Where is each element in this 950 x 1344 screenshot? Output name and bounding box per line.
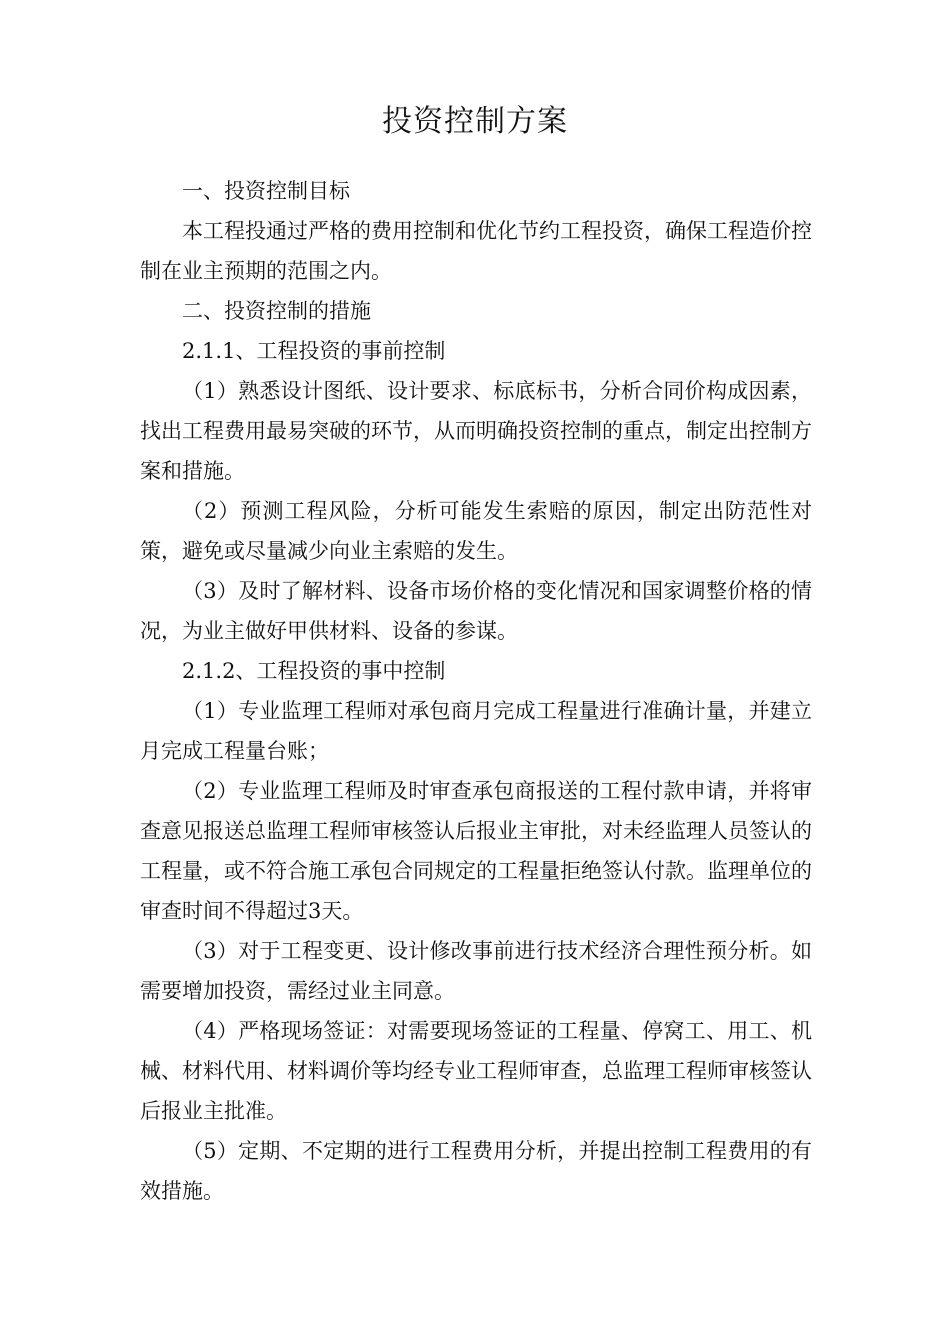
section-heading-2: 二、投资控制的措施 [182, 299, 371, 323]
paragraph-mid-control-2: （2）专业监理工程师及时审查承包商报送的工程付款申请，并将审查意见报送总监理工程师审核签认后报业主审批，对未经监理人员签认的工程量，或不符合施工承包合同规定的工程量拒绝签认付款。监理单位的审查时间不得超过3天。 [140, 779, 812, 923]
paragraph-pre-control-1: （1）熟悉设计图纸、设计要求、标底标书，分析合同价构成因素，找出工程费用最易突破的环节，从而明确投资控制的重点，制定出控制方案和措施。 [140, 379, 812, 483]
paragraph-mid-control-5: （5）定期、不定期的进行工程费用分析，并提出控制工程费用的有效措施。 [140, 1139, 812, 1203]
paragraph-mid-control-1: （1）专业监理工程师对承包商月完成工程量进行准确计量，并建立月完成工程量台账； [140, 699, 812, 763]
document-body [140, 171, 812, 1211]
subsection-heading-2-1-1: 2.1.1、工程投资的事前控制 [182, 339, 446, 363]
paragraph-pre-control-3: （3）及时了解材料、设备市场价格的变化情况和国家调整价格的情况，为业主做好甲供材料、设备的参谋。 [140, 579, 812, 643]
paragraph-pre-control-2: （2）预测工程风险，分析可能发生索赔的原因，制定出防范性对策，避免或尽量减少向业主索赔的发生。 [140, 499, 812, 563]
section-heading-1: 一、投资控制目标 [182, 179, 350, 203]
paragraph-mid-control-3: （3）对于工程变更、设计修改事前进行技术经济合理性预分析。如需要增加投资，需经过业主同意。 [140, 939, 812, 1003]
document-title: 投资控制方案 [382, 104, 568, 139]
paragraph-goal: 本工程投通过严格的费用控制和优化节约工程投资，确保工程造价控制在业主预期的范围之内。 [140, 219, 812, 283]
paragraph-mid-control-4: （4）严格现场签证：对需要现场签证的工程量、停窝工、用工、机械、材料代用、材料调价等均经专业工程师审查，总监理工程师审核签认后报业主批准。 [140, 1019, 812, 1123]
subsection-heading-2-1-2: 2.1.2、工程投资的事中控制 [182, 659, 446, 683]
